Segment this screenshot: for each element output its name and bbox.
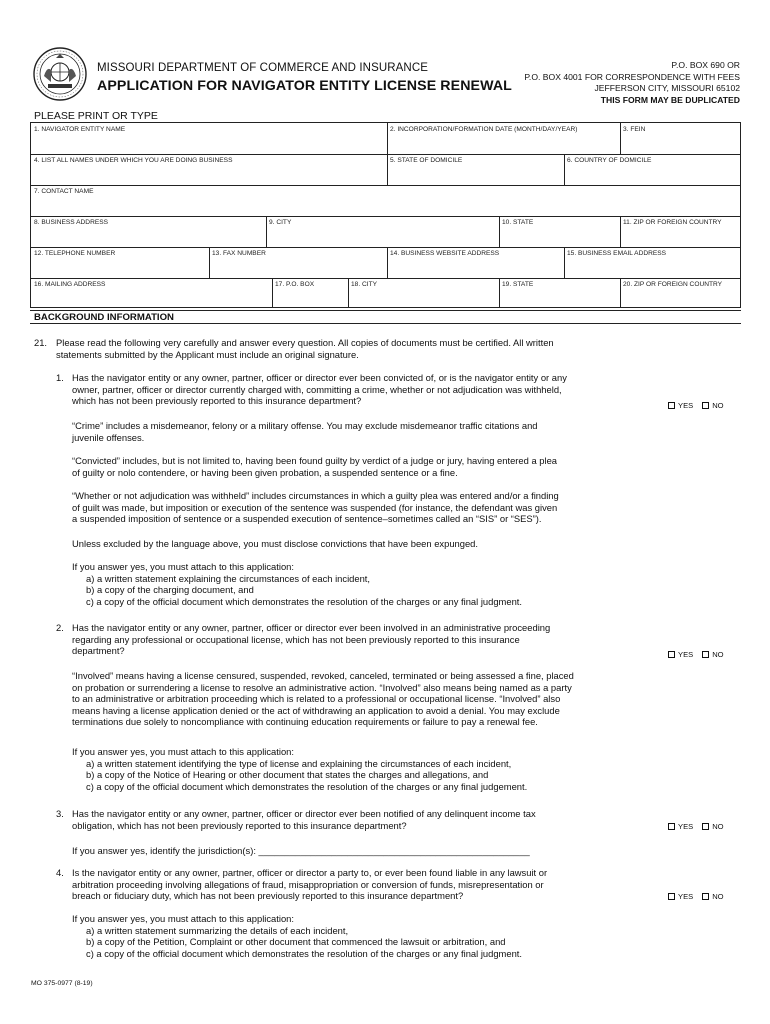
field-state[interactable] bbox=[499, 216, 620, 247]
field-label: 12. TELEPHONE NUMBER bbox=[34, 250, 116, 257]
attach-item: a) a written statement explaining the circumstances of each incident, bbox=[86, 572, 371, 584]
q2-attachments bbox=[72, 746, 527, 792]
field-city[interactable] bbox=[266, 216, 499, 247]
field-label: 8. BUSINESS ADDRESS bbox=[34, 219, 109, 226]
attach-item: b) a copy of the Petition, Complaint or other document that commenced the lawsuit or arbitration, and bbox=[86, 936, 506, 948]
text-line: Has the navigator entity or any owner, partner, officer or director ever been involved in an administrative proceeding bbox=[72, 622, 551, 633]
no-label: NO bbox=[712, 650, 724, 659]
attach-item: a) a written statement summarizing the details of each incident, bbox=[86, 924, 349, 936]
text-line: which has not been previously reported to this insurance department? bbox=[72, 395, 362, 407]
q2-yes-checkbox[interactable] bbox=[668, 651, 675, 658]
address-line: P.O. BOX 4001 FOR CORRESPONDENCE WITH FEES bbox=[524, 71, 740, 82]
field-fein[interactable] bbox=[620, 123, 740, 154]
field-po-box[interactable] bbox=[272, 278, 348, 308]
q1-attachments bbox=[72, 561, 522, 607]
field-label: 20. ZIP OR FOREIGN COUNTRY bbox=[623, 281, 723, 288]
q4-no-checkbox[interactable] bbox=[702, 893, 709, 900]
text-line: “Whether or not adjudication was withheld” includes circumstances in which a guilty plea was entered and/or a finding bbox=[72, 490, 559, 501]
field-business-address[interactable] bbox=[31, 216, 266, 247]
field-label: 10. STATE bbox=[502, 219, 534, 226]
field-telephone[interactable] bbox=[31, 247, 209, 278]
text-line: department? bbox=[72, 645, 125, 657]
yes-label: YES bbox=[678, 822, 694, 831]
question-number: 1. bbox=[56, 372, 64, 383]
field-label: 11. ZIP OR FOREIGN COUNTRY bbox=[623, 219, 722, 226]
field-business-names[interactable] bbox=[31, 154, 387, 185]
form-number: MO 375-0977 (8-19) bbox=[31, 980, 93, 987]
no-label: NO bbox=[712, 892, 724, 901]
attach-item: b) a copy of the charging document, and bbox=[86, 584, 254, 596]
text-line: means having a license application denied or the act of withdrawing an application to avoid a denial. You may exclude bbox=[72, 704, 560, 716]
field-mailing-zip[interactable] bbox=[620, 278, 740, 308]
q4-yes-no bbox=[668, 892, 724, 901]
attach-item: c) a copy of the official document which demonstrates the resolution of the charges or any final judgment. bbox=[86, 595, 523, 607]
text-line: arbitration proceeding involving allegations of fraud, misappropriation or conversion of funds, misrepresentation or bbox=[72, 878, 544, 890]
field-incorporation-date[interactable] bbox=[387, 123, 620, 154]
question-number: 2. bbox=[56, 622, 64, 633]
field-contact-name[interactable] bbox=[31, 185, 740, 216]
yes-label: YES bbox=[678, 650, 694, 659]
field-state-of-domicile[interactable] bbox=[387, 154, 564, 185]
field-zip[interactable] bbox=[620, 216, 740, 247]
no-label: NO bbox=[712, 401, 724, 410]
expunged-note: Unless excluded by the language above, you must disclose convictions that have been expunged. bbox=[72, 538, 478, 549]
field-fax[interactable] bbox=[209, 247, 387, 278]
q1-no-checkbox[interactable] bbox=[702, 402, 709, 409]
question-number: 3. bbox=[56, 808, 64, 819]
field-label: 1. NAVIGATOR ENTITY NAME bbox=[34, 126, 126, 133]
q2-no-checkbox[interactable] bbox=[702, 651, 709, 658]
field-email[interactable] bbox=[564, 247, 740, 278]
question-number: 21. bbox=[34, 337, 48, 348]
text-line: of guilt was made, but imposition or execution of the sentence was suspended (for instance, the defendant was given bbox=[72, 501, 558, 513]
q3-yes-checkbox[interactable] bbox=[668, 823, 675, 830]
print-instruction: PLEASE PRINT OR TYPE bbox=[34, 110, 158, 122]
q4-yes-checkbox[interactable] bbox=[668, 893, 675, 900]
state-seal-logo bbox=[32, 46, 88, 102]
withheld-definition bbox=[72, 490, 654, 525]
attach-intro: If you answer yes, you must attach to this application: bbox=[72, 913, 294, 924]
field-label: 2. INCORPORATION/FORMATION DATE (MONTH/DAY/YEAR) bbox=[390, 126, 578, 133]
text-line: “Crime” includes a misdemeanor, felony or a military offense. You may exclude misdemeanor traffic citations and bbox=[72, 420, 538, 431]
q4-attachments bbox=[72, 913, 522, 959]
q3-yes-no bbox=[668, 822, 724, 831]
text-line: Please read the following very carefully and answer every question. All copies of documents must be certified. All written bbox=[56, 337, 554, 348]
q3-no-checkbox[interactable] bbox=[702, 823, 709, 830]
yes-label: YES bbox=[678, 401, 694, 410]
field-label: 7. CONTACT NAME bbox=[34, 188, 94, 195]
field-label: 18. CITY bbox=[351, 281, 378, 288]
q2-yes-no bbox=[668, 650, 724, 659]
field-label: 3. FEIN bbox=[623, 126, 646, 133]
text-line: to an administrative or arbitration proceeding which is related to a professional or occupational license. “Involved” also bbox=[72, 693, 561, 705]
duplicate-note: THIS FORM MAY BE DUPLICATED bbox=[600, 94, 740, 105]
address-line: P.O. BOX 690 OR bbox=[671, 60, 740, 70]
field-label: 14. BUSINESS WEBSITE ADDRESS bbox=[390, 250, 500, 257]
text-line: juvenile offenses. bbox=[72, 431, 145, 443]
text-line: Has the navigator entity or any owner, partner, officer or director ever been convicted of, or is the navigator entity or any bbox=[72, 372, 567, 383]
convicted-definition bbox=[72, 455, 654, 478]
field-label: 16. MAILING ADDRESS bbox=[34, 281, 106, 288]
field-mailing-address[interactable] bbox=[31, 278, 272, 308]
field-navigator-entity-name[interactable] bbox=[31, 123, 387, 154]
applicant-info-grid bbox=[30, 122, 741, 308]
attach-item: a) a written statement identifying the type of license and explaining the circumstances of each incident, bbox=[86, 757, 512, 769]
attach-intro: If you answer yes, you must attach to this application: bbox=[72, 746, 294, 757]
attach-item: c) a copy of the official document which demonstrates the resolution of the charges or any final judgment. bbox=[86, 947, 523, 959]
field-country-of-domicile[interactable] bbox=[564, 154, 740, 185]
text-line: “Convicted” includes, but is not limited to, having been found guilty by verdict of a judge or jury, having entered a plea bbox=[72, 455, 558, 466]
text-line: on probation or surrendering a license to resolve an administrative action. “Involved” also means being named as a party bbox=[72, 681, 572, 693]
q1-yes-no bbox=[668, 401, 724, 410]
field-label: 17. P.O. BOX bbox=[275, 281, 315, 288]
attach-item: b) a copy of the Notice of Hearing or other document that states the charges and allegations, and bbox=[86, 769, 489, 781]
department-name: MISSOURI DEPARTMENT OF COMMERCE AND INSURANCE bbox=[97, 62, 429, 74]
text-line: a suspended imposition of sentence or a suspended execution of sentence–sometimes called an “SIS” or “SES”). bbox=[72, 513, 542, 525]
mailing-address-block bbox=[524, 60, 740, 106]
field-label: 9. CITY bbox=[269, 219, 292, 226]
text-line: regarding any professional or occupational license, which has not been previously reported to this insurance bbox=[72, 633, 520, 645]
text-line: terminations due solely to noncompliance with continuing education requirements or failure to pay a renewal fee. bbox=[72, 716, 538, 728]
address-line: JEFFERSON CITY, MISSOURI 65102 bbox=[594, 83, 740, 93]
field-mailing-city[interactable] bbox=[348, 278, 499, 308]
field-label: 15. BUSINESS EMAIL ADDRESS bbox=[567, 250, 667, 257]
field-label: 4. LIST ALL NAMES UNDER WHICH YOU ARE DOING BUSINESS bbox=[34, 157, 233, 164]
field-label: 6. COUNTRY OF DOMICILE bbox=[567, 157, 652, 164]
text-line: “Involved” means having a license censured, suspended, revoked, canceled, terminated or being assessed a fine, placed bbox=[72, 670, 574, 681]
yes-label: YES bbox=[678, 892, 694, 901]
attach-item: c) a copy of the official document which demonstrates the resolution of the charges or any final judgement. bbox=[86, 780, 528, 792]
field-label: 19. STATE bbox=[502, 281, 534, 288]
field-website[interactable] bbox=[387, 247, 564, 278]
text-line: Is the navigator entity or any owner, partner, officer or director a party to, or ever been found liable in any lawsuit or bbox=[72, 867, 548, 878]
attach-intro: If you answer yes, you must attach to this application: bbox=[72, 561, 294, 572]
field-label: 13. FAX NUMBER bbox=[212, 250, 266, 257]
text-line: statements submitted by the Applicant must include an original signature. bbox=[56, 348, 359, 360]
involved-definition bbox=[72, 670, 654, 728]
form-title: APPLICATION FOR NAVIGATOR ENTITY LICENSE RENEWAL bbox=[97, 78, 512, 94]
text-line: owner, partner, officer or director currently charged with, committing a crime, whether or not adjudication was withheld, bbox=[72, 383, 562, 395]
q1-yes-checkbox[interactable] bbox=[668, 402, 675, 409]
text-line: breach or fiduciary duty, which has not been previously reported to this insurance department? bbox=[72, 890, 464, 902]
field-label: 5. STATE OF DOMICILE bbox=[390, 157, 463, 164]
text-line: of guilty or nolo contendere, or having been given probation, a suspended sentence or a fine. bbox=[72, 466, 458, 478]
field-mailing-state[interactable] bbox=[499, 278, 620, 308]
no-label: NO bbox=[712, 822, 724, 831]
crime-definition bbox=[72, 420, 654, 443]
text-line: Has the navigator entity or any owner, partner, officer or director ever been notified of any delinquent income tax bbox=[72, 808, 536, 819]
background-heading: BACKGROUND INFORMATION bbox=[30, 310, 741, 324]
question-number: 4. bbox=[56, 867, 64, 878]
jurisdiction-line[interactable]: If you answer yes, identify the jurisdiction(s): ____________________________________________________ bbox=[72, 845, 530, 856]
text-line: obligation, which has not been previously reported to this insurance department? bbox=[72, 819, 407, 831]
